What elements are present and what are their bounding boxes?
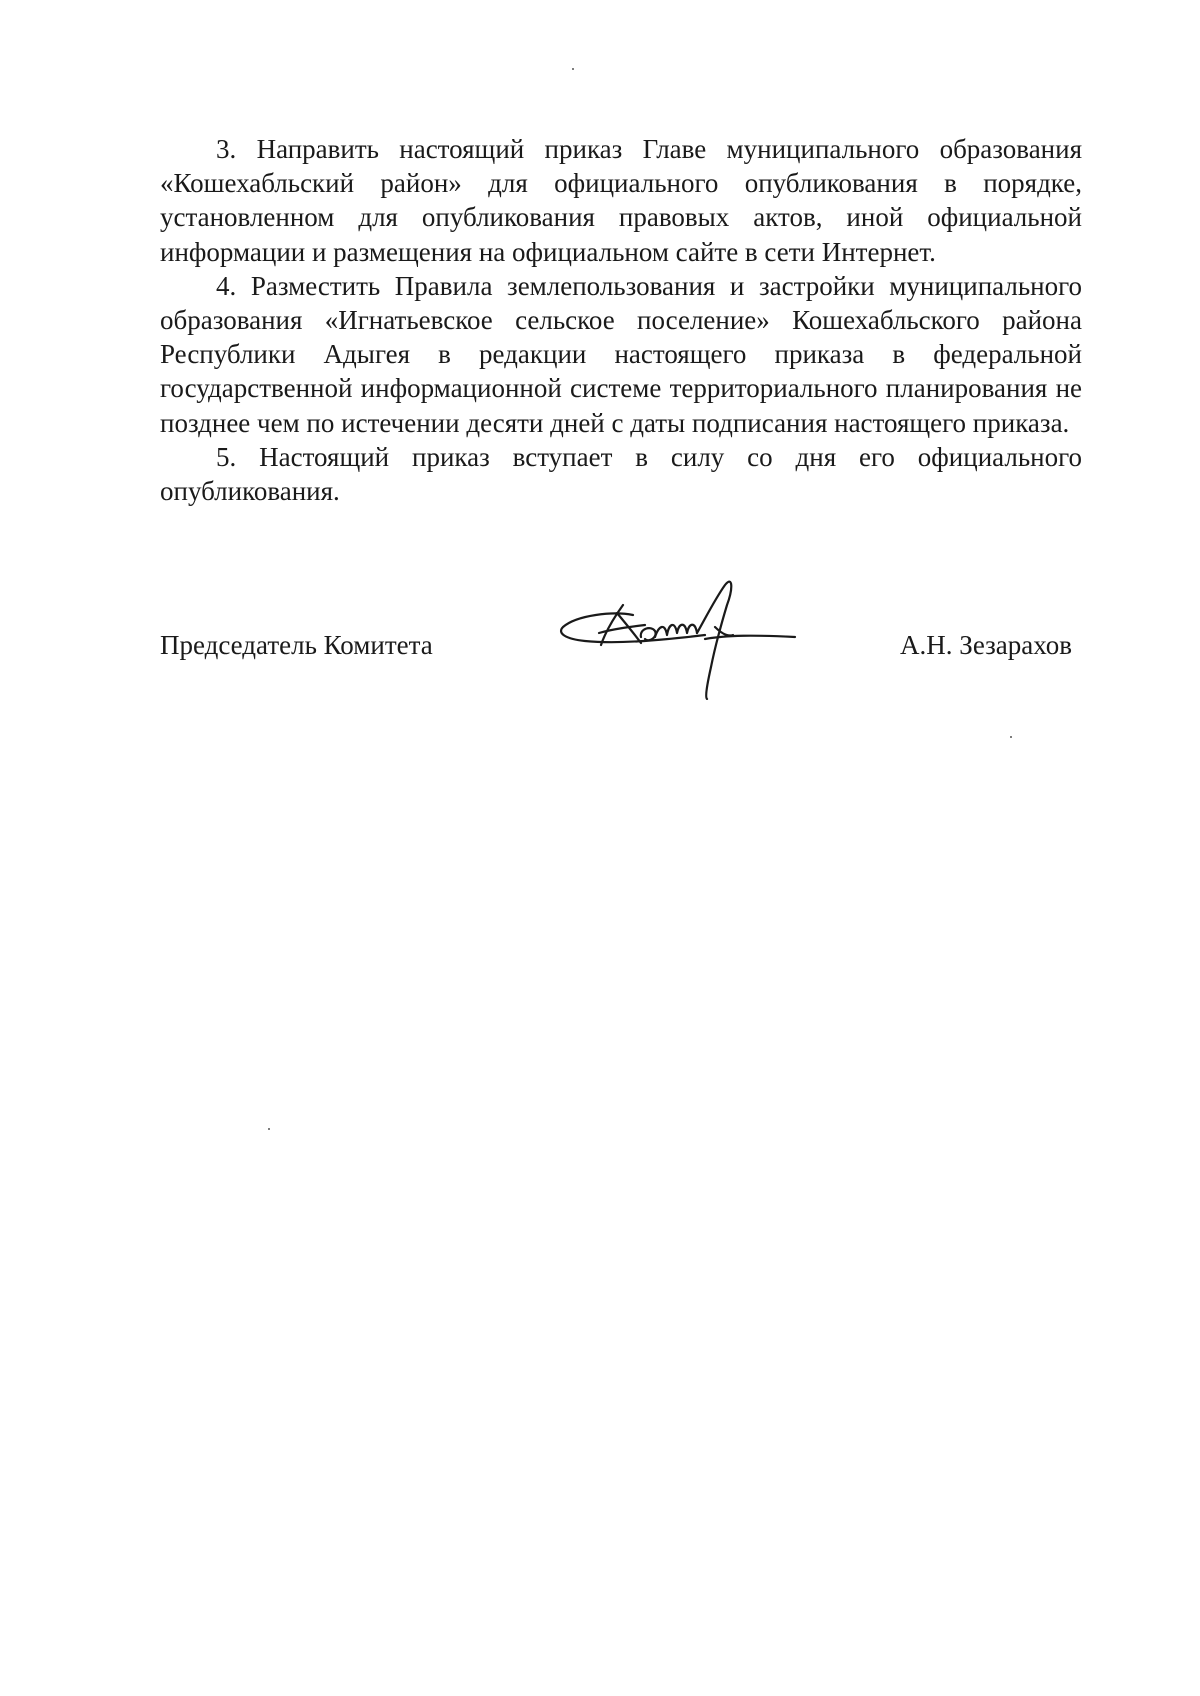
handwritten-signature — [555, 575, 805, 700]
scan-speck — [1010, 736, 1012, 738]
paragraph-5: 5. Настоящий приказ вступает в силу со дня его официального опубликования. — [160, 441, 1082, 507]
paragraph-4: 4. Разместить Правила землепользования и застройки муниципального образования «Игнатьевское сельское поселение» Кошехабльского района Республики Адыгея в редакции настоящего приказа в федеральной государственной информационной системе территориального планирования не позднее чем по истечении десяти дней с даты подписания настоящего приказа. — [160, 270, 1082, 438]
scan-speck — [572, 68, 574, 70]
scan-speck — [268, 1128, 270, 1130]
signer-title: Председатель Комитета — [160, 630, 433, 660]
document-body — [160, 132, 1082, 508]
signer-name: А.Н. Зезарахов — [900, 630, 1072, 660]
paragraph-3: 3. Направить настоящий приказ Главе муниципального образования «Кошехабльский район» для официального опубликования в порядке, установленном для опубликования правовых актов, иной официальной информации и размещения на официальном сайте в сети Интернет. — [160, 134, 1082, 267]
